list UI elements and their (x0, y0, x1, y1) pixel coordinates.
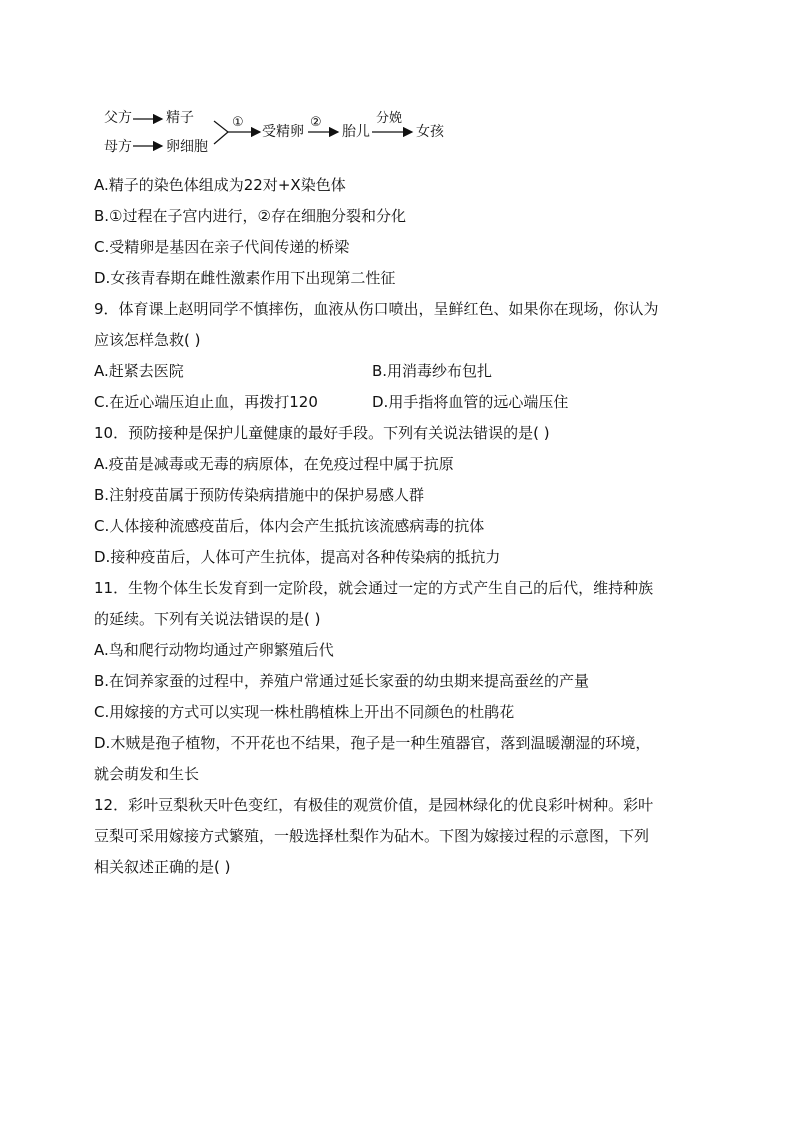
q9-option-c: C.在近心端压迫止血，再拨打120 (94, 393, 318, 411)
q12-stem-line3: 相关叙述正确的是( ) (94, 858, 231, 876)
q10-stem: 10．预防接种是保护儿童健康的最好手段。下列有关说法错误的是( ) (94, 424, 550, 442)
q10-option-a: A.疫苗是减毒或无毒的病原体，在免疫过程中属于抗原 (94, 455, 454, 473)
label-father: 父方 (104, 110, 132, 126)
q8-option-c: C.受精卵是基因在亲子代间传递的桥梁 (94, 238, 350, 256)
q10-option-c: C.人体接种流感疫苗后，体内会产生抵抗该流感病毒的抗体 (94, 517, 485, 535)
q11-option-a: A.鸟和爬行动物均通过产卵繁殖后代 (94, 641, 334, 659)
q9-stem-line2: 应该怎样急救( ) (94, 331, 201, 349)
label-zygote: 受精卵 (262, 124, 304, 140)
label-mother: 母方 (104, 139, 132, 155)
q11-option-c: C.用嫁接的方式可以实现一株杜鹃植株上开出不同颜色的杜鹃花 (94, 703, 515, 721)
label-fetus: 胎儿 (342, 124, 370, 140)
q10-option-b: B.注射疫苗属于预防传染病措施中的保护易感人群 (94, 486, 425, 504)
q9-option-b: B.用消毒纱布包扎 (372, 362, 493, 380)
q11-stem-line1: 11．生物个体生长发育到一定阶段，就会通过一定的方式产生自己的后代，维持种族 (94, 579, 654, 597)
label-sperm: 精子 (166, 110, 194, 126)
q11-option-d-line2: 就会萌发和生长 (94, 765, 200, 783)
q11-option-b: B.在饲养家蚕的过程中，养殖户常通过延长家蚕的幼虫期来提高蚕丝的产量 (94, 672, 590, 690)
label-girl: 女孩 (416, 124, 444, 140)
q9-option-d: D.用手指将血管的远心端压住 (372, 393, 569, 411)
q8-option-b: B.①过程在子宫内进行，②存在细胞分裂和分化 (94, 207, 406, 225)
q9-option-a: A.赶紧去医院 (94, 362, 184, 380)
q12-stem-line2: 豆梨可采用嫁接方式繁殖，一般选择杜梨作为砧木。下图为嫁接过程的示意图，下列 (94, 827, 650, 845)
converge-top (214, 121, 228, 132)
q11-stem-line2: 的延续。下列有关说法错误的是( ) (94, 610, 321, 628)
q8-option-d: D.女孩青春期在雌性激素作用下出现第二性征 (94, 269, 396, 287)
q8-option-a: A.精子的染色体组成为22对+X染色体 (94, 176, 346, 194)
label-egg: 卵细胞 (166, 139, 208, 155)
q10-option-d: D.接种疫苗后，人体可产生抗体，提高对各种传染病的抵抗力 (94, 548, 501, 566)
converge-bottom (214, 132, 228, 144)
label-step1: ① (232, 115, 244, 130)
q12-stem-line1: 12．彩叶豆梨秋天叶色变红，有极佳的观赏价值，是园林绿化的优良彩叶树种。彩叶 (94, 796, 654, 814)
label-delivery: 分娩 (376, 111, 403, 126)
reproduction-flow-diagram (100, 104, 460, 160)
label-step2: ② (310, 115, 322, 130)
q9-stem-line1: 9．体育课上赵明同学不慎摔伤，血液从伤口喷出，呈鲜红色、如果你在现场，你认为 (94, 300, 659, 318)
q11-option-d-line1: D.木贼是孢子植物，不开花也不结果，孢子是一种生殖器官，落到温暖潮湿的环境， (94, 734, 651, 752)
